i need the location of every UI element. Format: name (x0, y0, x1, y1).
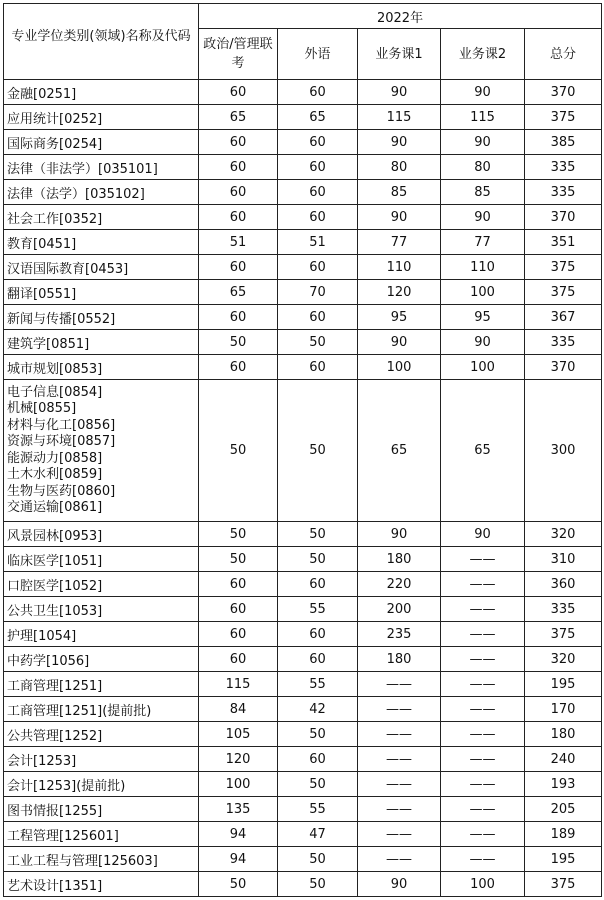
score-cell-course-2: 80 (441, 155, 525, 180)
score-cell-course-1: —— (358, 847, 441, 872)
score-cell-politics: 65 (199, 280, 278, 305)
score-cell-course-1: 90 (358, 205, 441, 230)
score-cell-politics: 65 (199, 105, 278, 130)
score-cell-foreign-language: 42 (278, 697, 358, 722)
score-table-container (3, 3, 602, 897)
admission-score-table (3, 3, 602, 897)
table-row (4, 722, 602, 747)
score-cell-course-1: —— (358, 772, 441, 797)
score-cell-course-2: 100 (441, 280, 525, 305)
score-cell-course-2: 110 (441, 255, 525, 280)
group-name-line: 能源动力[0858] (7, 450, 103, 466)
table-row (4, 355, 602, 380)
group-name-line: 材料与化工[0856] (7, 417, 116, 433)
score-cell-course-2: —— (441, 797, 525, 822)
score-cell-course-2: 85 (441, 180, 525, 205)
score-cell-total: 375 (525, 622, 602, 647)
score-cell-foreign-language: 55 (278, 797, 358, 822)
program-name-cell: 工程管理[125601] (4, 822, 199, 847)
score-cell-total: 360 (525, 572, 602, 597)
score-cell-course-1: 235 (358, 622, 441, 647)
score-cell-course-2: 90 (441, 205, 525, 230)
program-name-cell: 社会工作[0352] (4, 205, 199, 230)
score-cell-course-1: —— (358, 697, 441, 722)
score-cell-politics: 60 (199, 647, 278, 672)
score-cell-foreign-language: 50 (278, 872, 358, 897)
score-cell-foreign-language: 55 (278, 672, 358, 697)
score-cell-total: 375 (525, 255, 602, 280)
score-cell-politics: 60 (199, 355, 278, 380)
score-cell-politics: 60 (199, 597, 278, 622)
group-value-course-2: 65 (441, 380, 525, 522)
score-cell-course-2: 115 (441, 105, 525, 130)
score-cell-foreign-language: 51 (278, 230, 358, 255)
score-cell-foreign-language: 50 (278, 722, 358, 747)
score-cell-course-1: 90 (358, 330, 441, 355)
score-cell-course-1: 90 (358, 522, 441, 547)
table-row (4, 280, 602, 305)
program-name-cell: 新闻与传播[0552] (4, 305, 199, 330)
score-cell-foreign-language: 70 (278, 280, 358, 305)
score-cell-course-1: 85 (358, 180, 441, 205)
table-row (4, 622, 602, 647)
score-cell-total: 375 (525, 280, 602, 305)
table-row (4, 697, 602, 722)
score-cell-course-2: 95 (441, 305, 525, 330)
table-row (4, 330, 602, 355)
program-name-cell: 艺术设计[1351] (4, 872, 199, 897)
table-body-group (4, 380, 602, 522)
program-name-cell: 工商管理[1251](提前批) (4, 697, 199, 722)
program-name-cell: 工商管理[1251] (4, 672, 199, 697)
group-name-line: 电子信息[0854] (7, 384, 103, 400)
score-cell-course-1: —— (358, 747, 441, 772)
score-cell-total: 170 (525, 697, 602, 722)
score-cell-course-2: —— (441, 747, 525, 772)
group-name-cell (4, 380, 199, 522)
table-row (4, 305, 602, 330)
score-cell-course-2: —— (441, 672, 525, 697)
table-row (4, 772, 602, 797)
score-cell-politics: 60 (199, 205, 278, 230)
score-cell-course-1: 100 (358, 355, 441, 380)
score-cell-course-1: —— (358, 672, 441, 697)
score-cell-total: 351 (525, 230, 602, 255)
table-row (4, 822, 602, 847)
year-header: 2022年 (199, 4, 602, 29)
category-header: 专业学位类别(领域)名称及代码 (4, 4, 199, 80)
score-cell-course-2: —— (441, 722, 525, 747)
table-row (4, 547, 602, 572)
score-cell-total: 335 (525, 330, 602, 355)
score-cell-course-2: —— (441, 847, 525, 872)
score-cell-politics: 84 (199, 697, 278, 722)
score-cell-total: 195 (525, 672, 602, 697)
score-cell-course-2: 90 (441, 80, 525, 105)
group-name-line: 土木水利[0859] (7, 467, 103, 482)
program-name-cell: 图书情报[1255] (4, 797, 199, 822)
score-cell-foreign-language: 55 (278, 597, 358, 622)
score-cell-course-1: 110 (358, 255, 441, 280)
score-cell-foreign-language: 50 (278, 522, 358, 547)
score-cell-foreign-language: 60 (278, 205, 358, 230)
group-value-foreign-language: 50 (278, 380, 358, 522)
program-name-cell: 建筑学[0851] (4, 330, 199, 355)
score-cell-course-2: 90 (441, 130, 525, 155)
score-cell-politics: 60 (199, 180, 278, 205)
score-cell-course-1: 115 (358, 105, 441, 130)
score-cell-course-1: 90 (358, 80, 441, 105)
table-row-engineering-group (4, 380, 602, 522)
table-row (4, 130, 602, 155)
score-cell-course-2: —— (441, 572, 525, 597)
score-cell-politics: 60 (199, 130, 278, 155)
program-name-cell: 会计[1253] (4, 747, 199, 772)
score-cell-foreign-language: 60 (278, 647, 358, 672)
program-name-cell: 口腔医学[1052] (4, 572, 199, 597)
table-row (4, 872, 602, 897)
score-cell-total: 310 (525, 547, 602, 572)
score-cell-course-2: —— (441, 647, 525, 672)
table-row (4, 180, 602, 205)
score-cell-foreign-language: 65 (278, 105, 358, 130)
score-cell-total: 335 (525, 155, 602, 180)
score-cell-total: 370 (525, 205, 602, 230)
score-cell-politics: 51 (199, 230, 278, 255)
table-row (4, 647, 602, 672)
score-cell-foreign-language: 47 (278, 822, 358, 847)
column-header-course-2: 业务课2 (441, 29, 525, 80)
table-row (4, 80, 602, 105)
score-cell-politics: 60 (199, 255, 278, 280)
score-cell-politics: 50 (199, 330, 278, 355)
score-cell-course-1: —— (358, 722, 441, 747)
score-cell-course-1: 90 (358, 872, 441, 897)
group-name-line: 生物与医药[0860] (7, 483, 116, 499)
score-cell-course-2: —— (441, 597, 525, 622)
group-name-line: 交通运输[0861] (7, 500, 103, 515)
table-row (4, 747, 602, 772)
score-cell-politics: 94 (199, 822, 278, 847)
score-cell-politics: 94 (199, 847, 278, 872)
score-cell-total: 320 (525, 522, 602, 547)
score-cell-course-1: 80 (358, 155, 441, 180)
score-cell-total: 375 (525, 872, 602, 897)
program-name-cell: 法律（法学）[035102] (4, 180, 199, 205)
column-header-foreign-language: 外语 (278, 29, 358, 80)
score-cell-foreign-language: 60 (278, 622, 358, 647)
program-name-cell: 汉语国际教育[0453] (4, 255, 199, 280)
group-value-course-1: 65 (358, 380, 441, 522)
score-cell-foreign-language: 60 (278, 180, 358, 205)
score-cell-total: 335 (525, 180, 602, 205)
score-cell-politics: 60 (199, 155, 278, 180)
program-name-cell: 风景园林[0953] (4, 522, 199, 547)
program-name-cell: 护理[1054] (4, 622, 199, 647)
score-cell-politics: 115 (199, 672, 278, 697)
program-name-cell: 国际商务[0254] (4, 130, 199, 155)
group-name-line: 机械[0855] (7, 401, 77, 416)
score-cell-course-2: 100 (441, 872, 525, 897)
program-name-cell: 工业工程与管理[125603] (4, 847, 199, 872)
program-name-cell: 临床医学[1051] (4, 547, 199, 572)
score-cell-total: 189 (525, 822, 602, 847)
program-name-cell: 法律（非法学）[035101] (4, 155, 199, 180)
program-name-cell: 中药学[1056] (4, 647, 199, 672)
score-cell-foreign-language: 50 (278, 772, 358, 797)
score-cell-total: 320 (525, 647, 602, 672)
score-cell-politics: 60 (199, 80, 278, 105)
score-cell-foreign-language: 60 (278, 80, 358, 105)
score-cell-course-1: —— (358, 797, 441, 822)
program-name-cell: 金融[0251] (4, 80, 199, 105)
score-cell-course-2: —— (441, 622, 525, 647)
program-name-cell: 教育[0451] (4, 230, 199, 255)
score-cell-foreign-language: 60 (278, 130, 358, 155)
score-cell-foreign-language: 60 (278, 747, 358, 772)
program-name-cell: 公共卫生[1053] (4, 597, 199, 622)
score-cell-politics: 60 (199, 305, 278, 330)
score-cell-course-2: —— (441, 547, 525, 572)
score-cell-course-2: —— (441, 697, 525, 722)
program-name-cell: 翻译[0551] (4, 280, 199, 305)
score-cell-course-1: 180 (358, 647, 441, 672)
table-row (4, 230, 602, 255)
score-cell-course-1: 220 (358, 572, 441, 597)
score-cell-politics: 60 (199, 572, 278, 597)
score-cell-course-1: 95 (358, 305, 441, 330)
score-cell-total: 367 (525, 305, 602, 330)
score-cell-foreign-language: 50 (278, 330, 358, 355)
table-body-bottom (4, 522, 602, 897)
table-body-top (4, 80, 602, 380)
score-cell-politics: 50 (199, 872, 278, 897)
score-cell-total: 195 (525, 847, 602, 872)
group-value-total: 300 (525, 380, 602, 522)
column-header-course-1: 业务课1 (358, 29, 441, 80)
score-cell-total: 385 (525, 130, 602, 155)
score-cell-politics: 120 (199, 747, 278, 772)
score-cell-total: 370 (525, 355, 602, 380)
table-row (4, 672, 602, 697)
score-cell-foreign-language: 60 (278, 572, 358, 597)
score-cell-course-2: 90 (441, 330, 525, 355)
score-cell-total: 193 (525, 772, 602, 797)
score-cell-course-1: 77 (358, 230, 441, 255)
score-cell-foreign-language: 50 (278, 847, 358, 872)
score-cell-course-2: 100 (441, 355, 525, 380)
group-value-politics: 50 (199, 380, 278, 522)
score-cell-course-1: —— (358, 822, 441, 847)
group-name-line: 资源与环境[0857] (7, 434, 116, 449)
score-cell-foreign-language: 60 (278, 305, 358, 330)
table-row (4, 847, 602, 872)
score-cell-total: 335 (525, 597, 602, 622)
table-row (4, 572, 602, 597)
score-cell-course-2: 77 (441, 230, 525, 255)
score-cell-course-1: 90 (358, 130, 441, 155)
table-row (4, 797, 602, 822)
score-cell-total: 370 (525, 80, 602, 105)
program-name-cell: 城市规划[0853] (4, 355, 199, 380)
column-header-politics: 政治/管理联考 (199, 29, 278, 80)
score-cell-course-1: 200 (358, 597, 441, 622)
score-cell-foreign-language: 50 (278, 547, 358, 572)
table-row (4, 597, 602, 622)
score-cell-foreign-language: 60 (278, 255, 358, 280)
score-cell-total: 240 (525, 747, 602, 772)
table-row (4, 105, 602, 130)
score-cell-course-2: —— (441, 772, 525, 797)
score-cell-total: 205 (525, 797, 602, 822)
score-cell-course-1: 180 (358, 547, 441, 572)
score-cell-total: 375 (525, 105, 602, 130)
program-name-cell: 会计[1253](提前批) (4, 772, 199, 797)
score-cell-politics: 100 (199, 772, 278, 797)
table-row (4, 255, 602, 280)
score-cell-politics: 60 (199, 622, 278, 647)
score-cell-total: 180 (525, 722, 602, 747)
score-cell-foreign-language: 60 (278, 355, 358, 380)
score-cell-course-2: —— (441, 822, 525, 847)
column-header-total: 总分 (525, 29, 602, 80)
program-name-cell: 应用统计[0252] (4, 105, 199, 130)
score-cell-course-1: 120 (358, 280, 441, 305)
score-cell-course-2: 90 (441, 522, 525, 547)
table-row (4, 155, 602, 180)
program-name-cell: 公共管理[1252] (4, 722, 199, 747)
score-cell-politics: 135 (199, 797, 278, 822)
score-cell-politics: 105 (199, 722, 278, 747)
score-cell-politics: 50 (199, 522, 278, 547)
table-row (4, 205, 602, 230)
table-row (4, 522, 602, 547)
score-cell-politics: 50 (199, 547, 278, 572)
score-cell-foreign-language: 60 (278, 155, 358, 180)
